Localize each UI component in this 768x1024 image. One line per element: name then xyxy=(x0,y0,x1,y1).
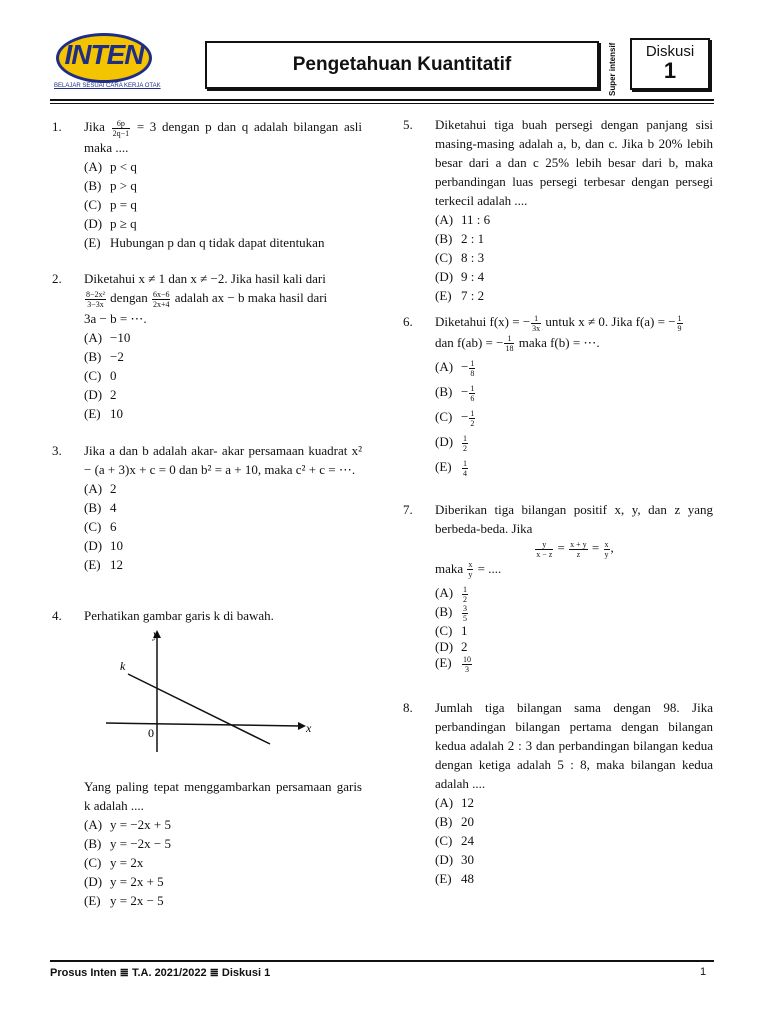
q6-p2: untuk x ≠ 0. Jika f(a) = − xyxy=(545,314,676,329)
frac-num: x xyxy=(604,539,609,549)
q5-options xyxy=(403,210,713,305)
option[interactable] xyxy=(435,248,713,267)
q2-line3: 3a − b = ⋯. xyxy=(84,310,147,326)
option[interactable] xyxy=(435,583,713,602)
frac-num: y xyxy=(535,540,553,550)
frac-den: 18 xyxy=(505,344,514,354)
question-4 xyxy=(52,606,362,625)
q8-options xyxy=(403,793,713,888)
header-rule-thin xyxy=(50,103,714,104)
q4-options xyxy=(52,815,362,910)
option-text: y = 2x + 5 xyxy=(110,874,164,889)
page-number: 1 xyxy=(700,966,707,978)
option-text: 2 : 1 xyxy=(461,231,485,246)
option-text: 0 xyxy=(110,367,117,383)
frac-den: y xyxy=(604,549,609,559)
option-fraction xyxy=(462,604,468,623)
frac-num: 8−2x² xyxy=(86,289,105,299)
question-number: 2. xyxy=(52,271,62,286)
option-label: (D) xyxy=(84,386,103,402)
q2-line2 xyxy=(84,288,362,309)
q2-line1: Diketahui x ≠ 1 dan x ≠ −2. Jika hasil kali dari xyxy=(84,271,326,286)
option-label: (E) xyxy=(435,871,452,886)
option-label: (B) xyxy=(435,604,453,620)
q1-post: = 3 dengan p dan q adalah bilangan asli maka .... xyxy=(84,119,363,155)
option-label: (C) xyxy=(435,833,453,848)
option-label: (C) xyxy=(84,367,102,383)
option-text: 20 xyxy=(461,814,474,829)
option-text: p < q xyxy=(110,158,137,174)
q2-mid: dengan xyxy=(110,290,148,305)
frac-den: 2 xyxy=(463,443,467,453)
option-label: (E) xyxy=(435,459,452,475)
frac-num: 1 xyxy=(463,584,467,594)
question-7 xyxy=(403,500,713,672)
option[interactable] xyxy=(84,517,362,536)
question-text xyxy=(84,269,362,328)
option-text: y = 2x xyxy=(110,855,144,870)
option-label: (A) xyxy=(435,585,454,601)
option-label: (C) xyxy=(84,519,102,534)
option-label: (B) xyxy=(84,836,102,851)
q7-eq-fraction-3 xyxy=(604,540,610,559)
option[interactable] xyxy=(435,793,713,812)
option[interactable] xyxy=(435,457,713,482)
option[interactable] xyxy=(84,404,362,423)
line-k-label: k xyxy=(120,659,126,673)
inten-logo xyxy=(50,33,160,95)
frac-den: 2q−1 xyxy=(112,128,130,138)
option[interactable] xyxy=(435,831,713,850)
frac-den: 3−3x xyxy=(87,299,104,309)
question-4-continued xyxy=(52,777,362,910)
option[interactable] xyxy=(435,637,713,653)
option-label: (A) xyxy=(435,212,454,227)
option[interactable] xyxy=(84,157,362,176)
frac-num: 10 xyxy=(463,654,471,664)
option[interactable] xyxy=(84,815,362,834)
option-text: −10 xyxy=(110,329,131,345)
option-text: y = −2x − 5 xyxy=(110,836,171,851)
option-label: (C) xyxy=(84,855,102,870)
frac-den: 2 xyxy=(463,594,467,604)
option[interactable] xyxy=(435,850,713,869)
option-text: Hubungan p dan q tidak dapat ditentukan xyxy=(110,234,325,250)
q2-fraction-2 xyxy=(152,290,171,309)
option-label: (D) xyxy=(435,852,454,867)
option[interactable] xyxy=(435,357,713,382)
question-text: Diberikan tiga bilangan positif x, y, dan z yang berbeda-beda. Jika xyxy=(435,502,713,536)
option-text: −2 xyxy=(110,348,124,364)
q7-eq-fraction-2 xyxy=(569,540,588,559)
option[interactable] xyxy=(435,621,713,637)
logo-tagline: BELAJAR SESUAI CARA KERJA OTAK xyxy=(54,83,161,89)
option[interactable] xyxy=(435,382,713,407)
option-label: (C) xyxy=(84,196,102,212)
question-number: 6. xyxy=(403,314,413,329)
option[interactable] xyxy=(435,432,713,457)
option-sign: − xyxy=(461,359,469,375)
q1-options xyxy=(52,157,362,252)
frac-num: 1 xyxy=(504,334,514,344)
question-text: Jumlah tiga bilangan sama dengan 98. Jika perbandingan bilangan pertama dengan bilangan kedua adalah 2 : 3 dan perbandingan bilangan kedua dengan ketiga adalah 5 : 8, maka bilangan kedua adalah .... xyxy=(435,700,713,791)
q7-equation: $\frac{y}{x - z}$ = $\frac{x + y}{z}$ = $\frac{x}{y}$ , xyxy=(536,539,614,559)
option-text: 30 xyxy=(461,852,474,867)
option[interactable] xyxy=(84,214,362,233)
option-text: 8 : 3 xyxy=(461,250,485,265)
frac-num: 1 xyxy=(677,313,682,323)
option[interactable] xyxy=(84,498,362,517)
footer-rule xyxy=(50,960,714,962)
option-label: (B) xyxy=(435,384,453,400)
q6-fraction-3 xyxy=(504,334,514,353)
option-label: (E) xyxy=(84,405,101,421)
question-8 xyxy=(403,698,713,888)
option-label: (C) xyxy=(435,623,453,639)
option-fraction xyxy=(462,459,468,478)
frac-num: 1 xyxy=(463,458,467,468)
option-label: (E) xyxy=(435,655,452,671)
frac-den: z xyxy=(576,549,581,559)
option-text: p ≥ q xyxy=(110,215,137,231)
option-text: 12 xyxy=(110,557,123,572)
question-text xyxy=(84,117,362,157)
frac-den: 2x+4 xyxy=(152,299,170,309)
question-5 xyxy=(403,115,713,305)
option-label: (D) xyxy=(84,538,103,553)
question-6 xyxy=(403,312,713,482)
question-text: Yang paling tepat menggambarkan persamaan garis k adalah .... xyxy=(84,779,362,813)
option-text: 4 xyxy=(110,500,117,515)
frac-den: y xyxy=(468,570,473,580)
option-label: (E) xyxy=(84,234,101,250)
frac-den: x − z xyxy=(536,549,553,559)
option[interactable] xyxy=(84,555,362,574)
option-fraction xyxy=(462,585,468,604)
option-text: 2 xyxy=(110,386,117,402)
question-1 xyxy=(52,117,362,252)
option-text: 7 : 2 xyxy=(461,288,485,303)
option[interactable] xyxy=(435,812,713,831)
option-text: 48 xyxy=(461,871,474,886)
frac-num: 6p xyxy=(112,119,131,129)
option[interactable] xyxy=(435,869,713,888)
option-fraction xyxy=(469,384,475,403)
option-fraction xyxy=(469,409,475,428)
frac-den: 3 xyxy=(465,664,469,674)
q6-fraction-2 xyxy=(677,314,683,333)
q2-options xyxy=(52,328,362,423)
option-label: (A) xyxy=(84,481,103,496)
option-text: 1 xyxy=(461,623,468,639)
option-text: 10 xyxy=(110,405,123,421)
option-text: 11 : 6 xyxy=(461,212,491,227)
option-fraction xyxy=(462,434,468,453)
q6-p3: dan f(ab) = − xyxy=(435,334,504,350)
option[interactable] xyxy=(84,176,362,195)
option[interactable] xyxy=(435,267,713,286)
frac-num: 1 xyxy=(470,358,475,368)
q7-maka xyxy=(435,559,713,580)
question-text: Perhatikan gambar garis k di bawah. xyxy=(84,608,274,623)
option-label: (A) xyxy=(435,795,454,810)
option[interactable] xyxy=(84,195,362,214)
frac-num: 1 xyxy=(463,433,467,443)
session-label: Diskusi xyxy=(645,43,695,60)
frac-den: 3x xyxy=(532,323,541,333)
option[interactable] xyxy=(84,347,362,366)
line-k-figure xyxy=(100,624,320,754)
option[interactable] xyxy=(84,328,362,347)
frac-num: x + y xyxy=(570,539,587,549)
option[interactable] xyxy=(84,834,362,853)
option-label: (A) xyxy=(84,329,103,345)
option-label: (D) xyxy=(435,269,454,284)
question-number: 5. xyxy=(403,117,413,132)
q7-eq-fraction-1 xyxy=(535,540,553,559)
logo-text: INTEN xyxy=(64,39,144,70)
frac-num: x xyxy=(468,560,473,570)
option-sign: − xyxy=(461,384,469,400)
option-label: (E) xyxy=(84,893,101,908)
option-text: 2 xyxy=(461,639,468,655)
q1-fraction xyxy=(112,119,131,138)
q7-maka-post: = .... xyxy=(477,560,502,576)
page-title: Pengetahuan Kuantitatif xyxy=(205,41,599,89)
frac-num: 6x−6 xyxy=(152,289,170,299)
question-number: 1. xyxy=(52,119,62,134)
q1-pre: Jika xyxy=(84,119,105,134)
option-label: (D) xyxy=(84,874,103,889)
option-text: p = q xyxy=(110,196,137,212)
option-text: y = 2x − 5 xyxy=(110,893,164,908)
option-label: (C) xyxy=(435,409,453,425)
option-text: 6 xyxy=(110,519,117,534)
option-fraction xyxy=(469,359,475,378)
option[interactable] xyxy=(84,385,362,404)
question-text xyxy=(435,312,713,353)
option-text: 24 xyxy=(461,833,474,848)
option-label: (B) xyxy=(435,814,453,829)
question-text: Diketahui tiga buah persegi dengan panjang sisi masing-masing adalah a, b, dan c. Jika b 20% lebih besar dari a dan c 25% lebih besar dari b, maka perbandingan luas persegi terbesar dengan persegi terkecil adalah .... xyxy=(435,117,713,208)
session-box xyxy=(630,38,710,90)
option[interactable] xyxy=(84,891,362,910)
option-label: (A) xyxy=(435,359,454,375)
option-text: 9 : 4 xyxy=(461,269,485,284)
option[interactable] xyxy=(435,602,713,621)
q6-p1: Diketahui f(x) = − xyxy=(435,314,531,329)
option[interactable] xyxy=(84,872,362,891)
q6-p4: maka f(b) = ⋯. xyxy=(518,334,600,350)
option[interactable] xyxy=(435,286,713,305)
y-axis-label: y xyxy=(153,627,159,641)
option-text: p > q xyxy=(110,177,137,193)
frac-den: 9 xyxy=(677,323,682,333)
option[interactable] xyxy=(84,479,362,498)
frac-den: 4 xyxy=(463,468,467,478)
option-label: (D) xyxy=(84,215,103,231)
option-label: (B) xyxy=(435,231,453,246)
question-3 xyxy=(52,441,362,574)
q6-options xyxy=(403,357,713,482)
frac-num: 1 xyxy=(470,383,475,393)
option[interactable] xyxy=(435,407,713,432)
header-rule xyxy=(50,99,714,101)
question-2 xyxy=(52,269,362,423)
side-label: Super intensif xyxy=(608,42,617,96)
x-axis-arrow xyxy=(298,722,306,730)
q3-options xyxy=(52,479,362,574)
option[interactable] xyxy=(84,233,362,252)
q7-maka-fraction xyxy=(467,560,473,579)
q7-maka-pre: maka xyxy=(435,560,464,576)
option[interactable] xyxy=(84,366,362,385)
option-label: (B) xyxy=(84,348,102,364)
option[interactable] xyxy=(435,229,713,248)
option[interactable] xyxy=(435,653,713,672)
option-label: (A) xyxy=(84,158,103,174)
option-label: (E) xyxy=(435,288,452,303)
session-number: 1 xyxy=(663,58,677,83)
q7-options xyxy=(403,583,713,672)
frac-num: 1 xyxy=(470,408,475,418)
frac-den: 8 xyxy=(470,368,475,378)
option[interactable] xyxy=(84,853,362,872)
footer-text: Prosus Inten ≣ T.A. 2021/2022 ≣ Diskusi 1 xyxy=(50,967,271,979)
option[interactable] xyxy=(435,210,713,229)
option-fraction xyxy=(462,655,472,674)
option[interactable] xyxy=(84,536,362,555)
question-text: Jika a dan b adalah akar- akar persamaan kuadrat x² − (a + 3)x + c = 0 dan b² = a + 10, maka c² + c = ⋯. xyxy=(84,443,362,477)
question-number: 4. xyxy=(52,608,62,623)
option-label: (D) xyxy=(435,639,454,655)
option-label: (D) xyxy=(435,434,454,450)
question-number: 7. xyxy=(403,502,413,517)
x-axis-label: x xyxy=(306,721,312,735)
origin-label: 0 xyxy=(148,726,154,740)
option-sign: − xyxy=(461,409,469,425)
option-text: y = −2x + 5 xyxy=(110,817,171,832)
option-text: 2 xyxy=(110,481,117,496)
q2-fraction-1 xyxy=(85,290,106,309)
option-text: 12 xyxy=(461,795,474,810)
frac-den: 2 xyxy=(470,418,475,428)
option-label: (A) xyxy=(84,817,103,832)
option-text: 10 xyxy=(110,538,123,553)
q2-line2-post: adalah ax − b maka hasil dari xyxy=(174,290,328,305)
option-label: (C) xyxy=(435,250,453,265)
q6-fraction-1 xyxy=(531,314,541,333)
frac-den: 5 xyxy=(463,613,467,623)
option-label: (B) xyxy=(84,177,102,193)
x-axis xyxy=(106,723,300,726)
question-number: 8. xyxy=(403,700,413,715)
option-label: (B) xyxy=(84,500,102,515)
frac-num: 3 xyxy=(463,603,467,613)
option-label: (E) xyxy=(84,557,101,572)
question-number: 3. xyxy=(52,443,62,458)
frac-num: 1 xyxy=(531,314,541,324)
frac-den: 6 xyxy=(470,393,475,403)
